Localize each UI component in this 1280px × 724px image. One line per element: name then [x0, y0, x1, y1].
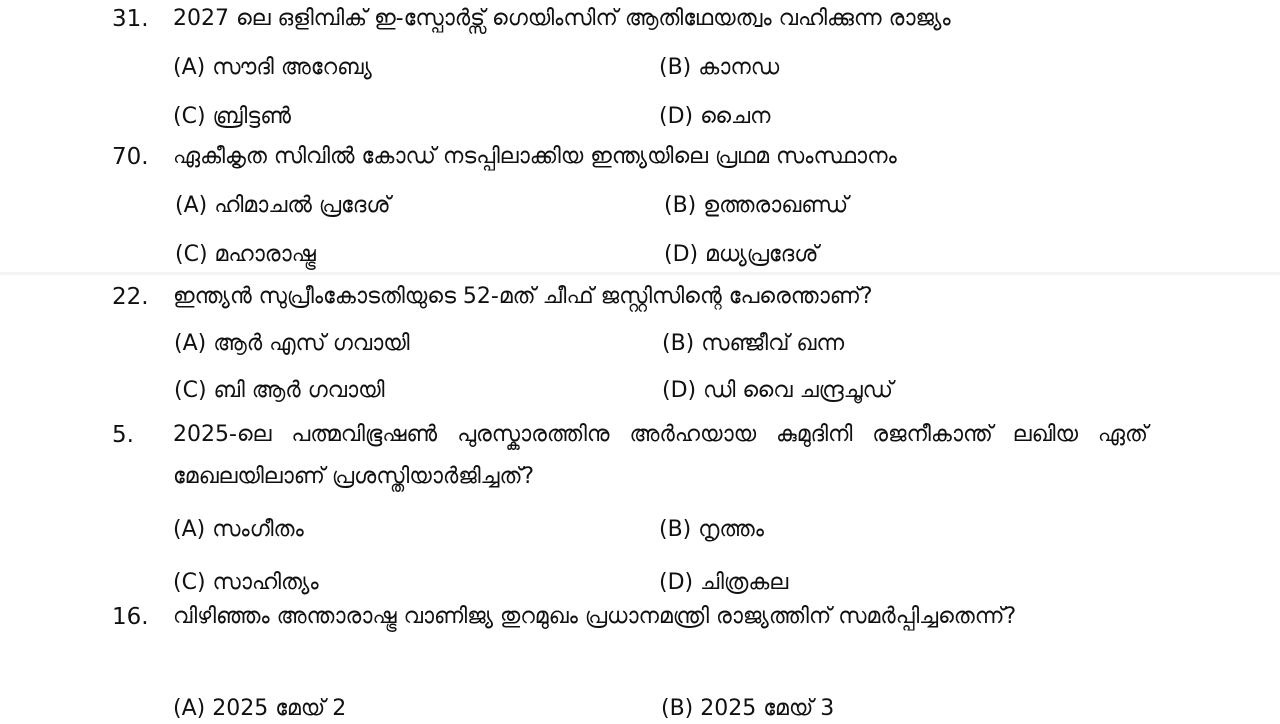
option-b[interactable]: (B) കാനഡ	[659, 55, 780, 80]
question-text: വിഴിഞ്ഞം അന്താരാഷ്ട്ര വാണിജ്യ തുറമുഖം പ്രധാനമന്ത്രി രാജ്യത്തിന് സമർപ്പിച്ചതെന്ന്?	[173, 604, 1017, 629]
question-text: 2027 ലെ ഒളിമ്പിക് ഇ-സ്പോർട്സ് ഗെയിംസിന് ആതിഥേയത്വം വഹിക്കുന്ന രാജ്യം	[173, 6, 951, 31]
question-text: ഏകീകൃത സിവിൽ കോഡ് നടപ്പിലാക്കിയ ഇന്ത്യയിലെ പ്രഥമ സംസ്ഥാനം	[173, 144, 897, 169]
question-text: 2025-ലെ പത്മവിഭൂഷൺ പുരസ്കാരത്തിനു അർഹയായ കുമുദിനി രജനീകാന്ത് ലഖിയ ഏത് മേഖലയിലാണ് പ്രശസ്തിയാർജിച്ചത്?	[173, 422, 1148, 489]
question-number: 22.	[112, 284, 149, 310]
option-a[interactable]: (A) ആർ എസ് ഗവായി	[174, 331, 410, 356]
question-text: ഇന്ത്യൻ സുപ്രീംകോടതിയുടെ 52-മത് ചീഫ് ജസ്റ്റിസിന്റെ പേരെന്താണ്?	[173, 284, 873, 309]
option-a[interactable]: (A) ഹിമാചൽ പ്രദേശ്	[175, 193, 391, 218]
option-c[interactable]: (C) ബി ആർ ഗവായി	[174, 378, 385, 403]
option-b[interactable]: (B) നൃത്തം	[659, 517, 764, 542]
option-c[interactable]: (C) സാഹിത്യം	[173, 570, 319, 595]
option-d[interactable]: (D) ചൈന	[659, 104, 771, 129]
option-d[interactable]: (D) ഡി വൈ ചന്ദ്രചൂഡ്	[662, 378, 894, 403]
option-c[interactable]: (C) മഹാരാഷ്ട്ര	[175, 242, 316, 267]
option-b[interactable]: (B) സഞ്ജീവ് ഖന്ന	[662, 331, 845, 356]
option-a[interactable]: (A) 2025 മേയ് 2	[173, 696, 347, 721]
option-b[interactable]: (B) ഉത്തരാഖണ്ഡ്	[664, 193, 849, 218]
option-c[interactable]: (C) ബ്രിട്ടൺ	[173, 104, 291, 129]
page-divider	[0, 272, 1280, 275]
question-number: 5.	[112, 422, 134, 448]
question-number: 16.	[112, 604, 149, 630]
option-d[interactable]: (D) മധ്യപ്രദേശ്	[664, 242, 819, 267]
option-d[interactable]: (D) ചിത്രകല	[659, 570, 789, 595]
option-b[interactable]: (B) 2025 മേയ് 3	[661, 696, 835, 721]
question-number: 70.	[112, 144, 149, 170]
option-a[interactable]: (A) സംഗീതം	[173, 517, 304, 542]
option-a[interactable]: (A) സൗദി അറേബ്യ	[173, 55, 372, 80]
question-number: 31.	[112, 6, 149, 32]
